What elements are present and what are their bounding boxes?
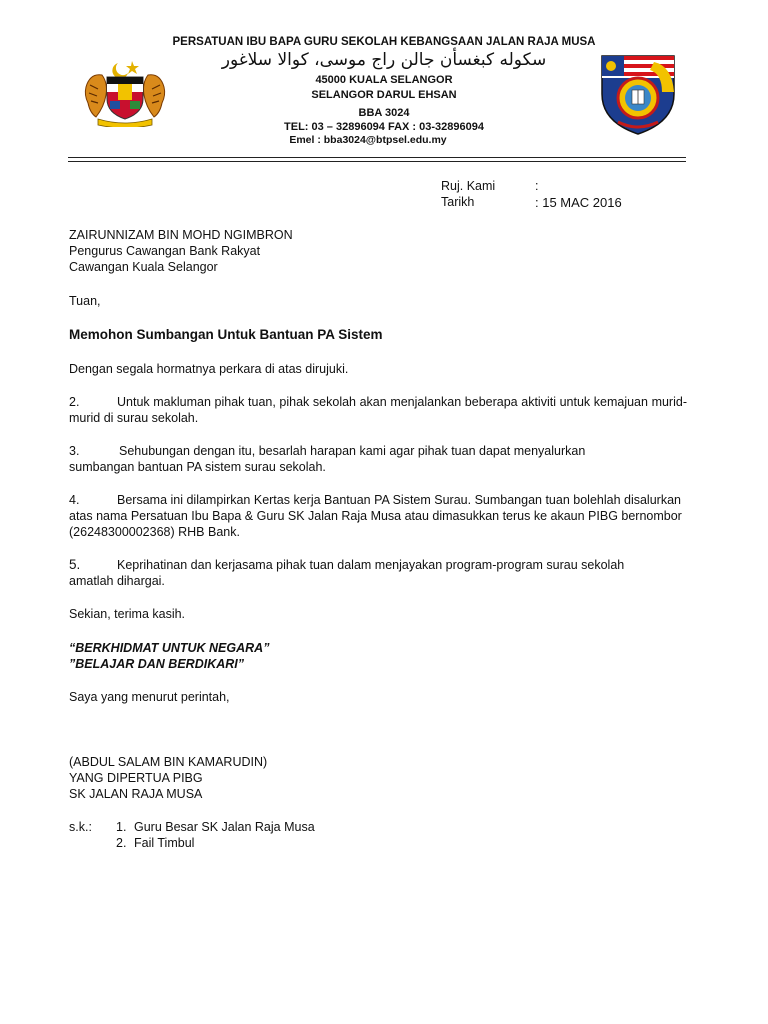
cc-item: Guru Besar SK Jalan Raja Musa <box>134 820 315 834</box>
org-code: BBA 3024 <box>358 107 410 119</box>
reference-value: : <box>535 179 539 193</box>
paragraph-text: Untuk makluman pihak tuan, pihak sekolah akan menjalankan beberapa aktiviti untuk kemajuan murid-murid di surau sekolah. <box>69 395 687 425</box>
signatory-name: (ABDUL SALAM BIN KAMARUDIN) <box>69 755 268 769</box>
reference-label: Ruj. Kami <box>441 179 496 193</box>
salutation: Tuan, <box>69 294 101 308</box>
recipient-name: ZAIRUNNIZAM BIN MOHD NGIMBRON <box>69 228 293 242</box>
paragraph-text: Bersama ini dilampirkan Kertas kerja Bantuan PA Sistem Surau. Sumbangan tuan bolehlah disalurkan atas nama Persatuan Ibu Bapa & Guru SK Jalan Raja Musa atau dimasukkan terus ke akaun PIBG bernombor (26248300002368) RHB Bank. <box>69 493 682 539</box>
paragraph-2 <box>69 394 687 426</box>
date-value: : 15 MAC 2016 <box>535 195 622 210</box>
paragraph-number: 2. <box>69 395 80 409</box>
cc-label: s.k.: <box>69 820 92 834</box>
subject-line: Memohon Sumbangan Untuk Bantuan PA Sistem <box>69 327 383 342</box>
header-divider-thin <box>68 161 686 162</box>
contact-email: Emel : bba3024@btpsel.edu.my <box>289 134 447 146</box>
date-label: Tarikh <box>441 195 475 209</box>
motto-line-1: “BERKHIDMAT UNTUK NEGARA” <box>69 641 270 655</box>
closing-line: Sekian, terima kasih. <box>69 607 186 621</box>
cc-item-number: 2. <box>116 836 127 850</box>
paragraph-3 <box>69 443 687 475</box>
recipient-position: Pengurus Cawangan Bank Rakyat <box>69 244 261 258</box>
recipient-branch: Cawangan Kuala Selangor <box>69 260 218 274</box>
signatory-title: YANG DIPERTUA PIBG <box>69 771 203 785</box>
paragraph-number: 5. <box>69 557 81 572</box>
cc-item: Fail Timbul <box>134 836 195 850</box>
paragraph-5 <box>69 557 687 589</box>
contact-phone-fax: TEL: 03 – 32896094 FAX : 03-32896094 <box>284 121 484 133</box>
motto-line-2: ”BELAJAR DAN BERDIKARI” <box>69 657 245 671</box>
address-state: SELANGOR DARUL EHSAN <box>311 89 457 101</box>
paragraph-text: Keprihatinan dan kerjasama pihak tuan dalam menjayakan program-program surau sekolah <box>117 558 625 572</box>
opening-line: Dengan segala hormatnya perkara di atas dirujuki. <box>69 362 349 376</box>
paragraph-text-cont: amatlah dihargai. <box>69 574 165 588</box>
address-postcode: 45000 KUALA SELANGOR <box>315 74 453 86</box>
paragraph-text-cont: sumbangan bantuan PA sistem surau sekolah. <box>69 460 326 474</box>
org-name: PERSATUAN IBU BAPA GURU SEKOLAH KEBANGSAAN JALAN RAJA MUSA <box>172 36 596 48</box>
sign-off: Saya yang menurut perintah, <box>69 690 230 704</box>
cc-item-number: 1. <box>116 820 127 834</box>
paragraph-number: 4. <box>69 493 80 507</box>
paragraph-number: 3. <box>69 444 80 458</box>
signatory-school: SK JALAN RAJA MUSA <box>69 787 203 801</box>
org-name-jawi: سكوله كبغسأن جالن راج موسى، كوالا سلاغور <box>221 50 547 70</box>
paragraph-4 <box>69 492 687 540</box>
paragraph-text: Sehubungan dengan itu, besarlah harapan kami agar pihak tuan dapat menyalurkan <box>119 444 586 458</box>
header-divider <box>68 157 686 158</box>
